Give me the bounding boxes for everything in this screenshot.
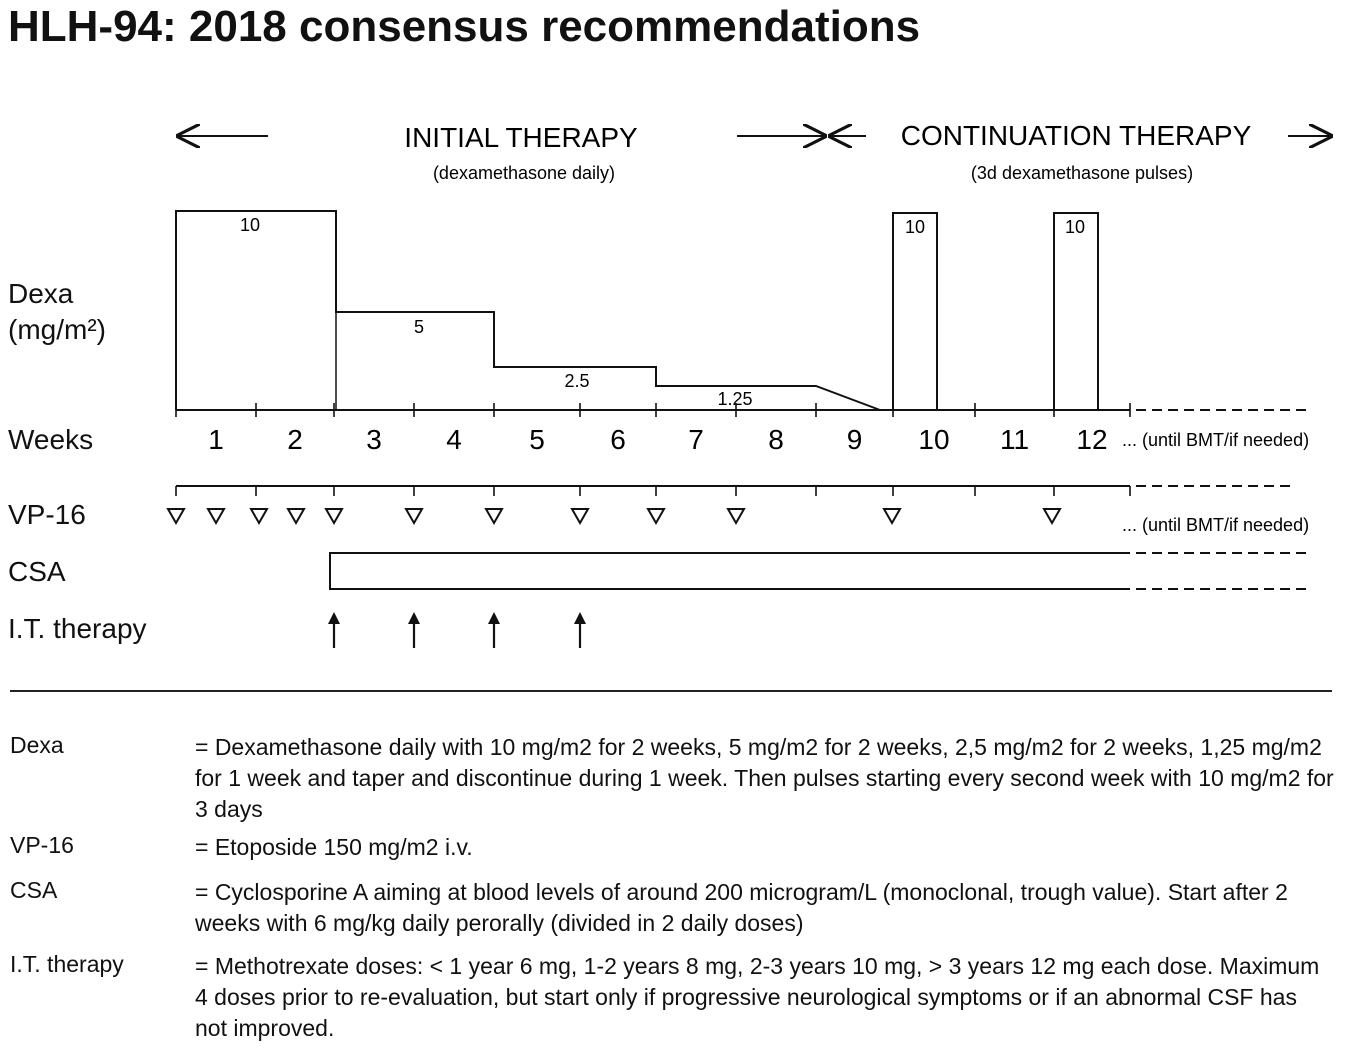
- dexa-dose-label: 10: [239, 215, 261, 235]
- vp16-dose-marker: [288, 509, 304, 523]
- dexa-pulse-box: [893, 213, 937, 410]
- it-arrow-head: [408, 612, 420, 624]
- vp16-dose-marker: [884, 509, 900, 523]
- csa-bar: [330, 553, 1130, 589]
- vp16-ticks: [176, 486, 1130, 496]
- dexa-pulse-label: 10: [1064, 217, 1086, 237]
- week-label: 3: [366, 424, 382, 455]
- dexa-pulse-label: 10: [904, 217, 926, 237]
- week-label: 4: [446, 424, 462, 455]
- week-label: 5: [529, 424, 545, 455]
- week-label: 11: [999, 424, 1030, 455]
- it-dose-arrow: [488, 612, 500, 648]
- vp16-dose-marker: [486, 509, 502, 523]
- legend-term: CSA: [10, 877, 58, 903]
- csa-row-label: CSA: [8, 556, 66, 587]
- vp16-dose-marker: [326, 509, 342, 523]
- week-labels: [208, 424, 1107, 455]
- dexa-dose-label: 5: [413, 317, 425, 337]
- week-label: 7: [688, 424, 704, 455]
- initial-therapy-label: INITIAL THERAPY: [404, 122, 638, 153]
- it-arrow-head: [574, 612, 586, 624]
- dexa-row-label: Dexa: [8, 278, 74, 309]
- vp16-dose-marker: [648, 509, 664, 523]
- dexa-dose-profile: [176, 211, 880, 410]
- it-arrow-head: [328, 612, 340, 624]
- continuation-therapy-sub: (3d dexamethasone pulses): [970, 163, 1194, 183]
- week-label: 8: [768, 424, 784, 455]
- vp16-until-note: ... (until BMT/if needed): [1122, 515, 1310, 535]
- it-dose-arrow: [328, 612, 340, 648]
- vp16-dose-marker: [728, 509, 744, 523]
- initial-therapy-sub: (dexamethasone daily): [432, 163, 616, 183]
- vp16-markers: [168, 509, 1060, 523]
- dexa-dose-label: 1.25: [717, 389, 753, 409]
- vp16-dose-marker: [168, 509, 184, 523]
- legend-term: VP-16: [10, 832, 74, 858]
- legend-definition: = Methotrexate doses: < 1 year 6 mg, 1-2 years 8 mg, 2-3 years 10 mg, > 3 years 12 mg each dose. Maximum 4 doses prior to re-evaluation, but start only if progressive neurological symptoms or if an abnormal CSF has not improved.: [195, 953, 1320, 1041]
- week-label: 10: [918, 424, 950, 455]
- vp16-dose-marker: [406, 509, 422, 523]
- it-dose-arrow: [574, 612, 586, 648]
- vp16-dose-marker: [208, 509, 224, 523]
- legend-term: Dexa: [10, 732, 64, 758]
- week-label: 9: [846, 424, 863, 455]
- vp16-dose-marker: [1044, 509, 1060, 523]
- dexa-dose-label: 2.5: [564, 371, 590, 391]
- legend-definition: = Dexamethasone daily with 10 mg/m2 for 2 weeks, 5 mg/m2 for 2 weeks, 2,5 mg/m2 for 2 weeks, 1,25 mg/m2 for 1 week and taper and discontinue during 1 week. Then pulses starting every second week with 10 mg/m2 for 3 days: [195, 734, 1334, 822]
- vp16-row-label: VP-16: [8, 499, 86, 530]
- legend-definition: = Etoposide 150 mg/m2 i.v.: [195, 834, 473, 860]
- dexa-pulse-box: [1054, 213, 1098, 410]
- week-label: 2: [287, 424, 303, 455]
- it-arrows: [328, 612, 586, 648]
- page-title: HLH-94: 2018 consensus recommendations: [8, 2, 921, 51]
- week-label: 1: [208, 424, 224, 455]
- legend-definition: = Cyclosporine A aiming at blood levels of around 200 microgram/L (monoclonal, trough value). Start after 2 weeks with 6 mg/kg daily perorally (divided in 2 daily doses): [195, 879, 1288, 936]
- section-divider: [10, 690, 1332, 692]
- continuation-therapy-label: CONTINUATION THERAPY: [900, 120, 1252, 151]
- dexa-unit-label: (mg/m²): [8, 314, 106, 345]
- weeks-row-label: Weeks: [8, 424, 94, 455]
- week-label: 6: [610, 424, 626, 455]
- legend-term: I.T. therapy: [10, 951, 124, 977]
- it-row-label: I.T. therapy: [8, 613, 147, 644]
- weeks-until-note: ... (until BMT/if needed): [1122, 430, 1310, 450]
- it-dose-arrow: [408, 612, 420, 648]
- it-arrow-head: [488, 612, 500, 624]
- vp16-dose-marker: [251, 509, 267, 523]
- vp16-dose-marker: [572, 509, 588, 523]
- week-label: 12: [1076, 424, 1108, 455]
